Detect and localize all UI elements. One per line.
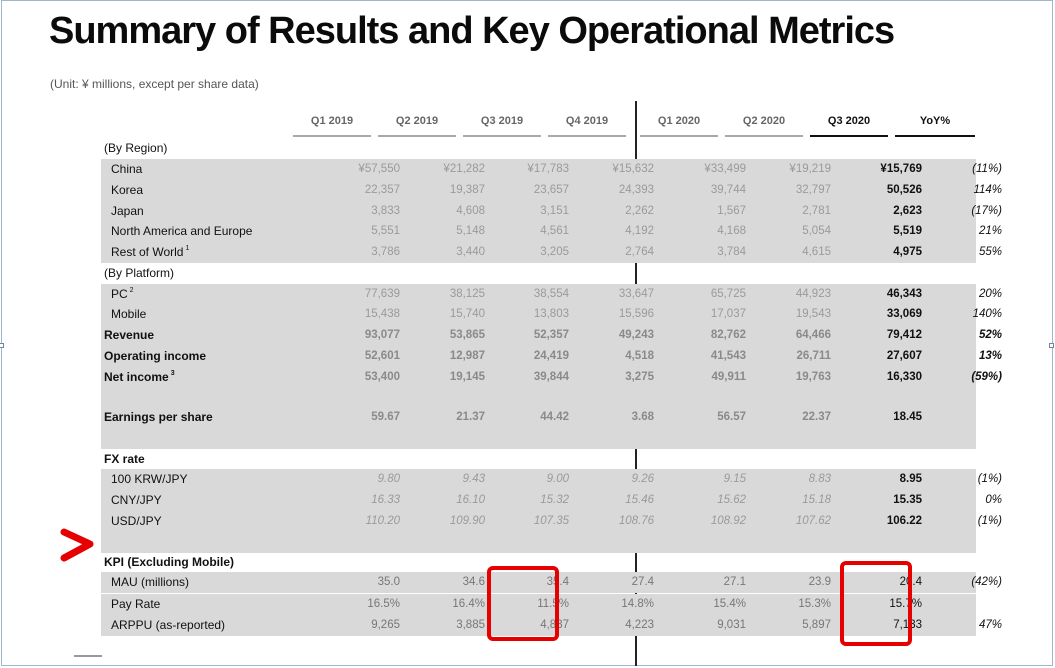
table-row	[101, 325, 1002, 346]
table-cell: 55%	[978, 246, 1002, 258]
table-row	[101, 138, 976, 159]
table-cell: ¥15,632	[612, 163, 654, 175]
table-cell: 19,145	[449, 371, 485, 383]
table-row	[101, 532, 976, 553]
column-header: Q3 2019	[463, 113, 541, 137]
table-cell: 4,615	[802, 246, 831, 258]
table-cell: 33,069	[886, 308, 922, 320]
table-cell: 47%	[978, 619, 1002, 631]
table-cell: 3,440	[456, 246, 485, 258]
table-cell: 9.00	[546, 473, 569, 485]
table-cell: 4,608	[456, 205, 485, 217]
table-cell: 108.92	[710, 515, 746, 527]
table-cell: 9.80	[377, 473, 400, 485]
table-cell: (59%)	[971, 371, 1002, 383]
row-label: FX rate	[104, 452, 145, 466]
table-cell: 27,607	[886, 350, 922, 362]
table-cell: 22.37	[802, 411, 831, 423]
table-cell: 3,786	[371, 246, 400, 258]
table-cell: 5,054	[802, 225, 831, 237]
table-row	[101, 221, 1002, 242]
table-cell: 16.33	[371, 494, 400, 506]
row-label: (By Platform)	[104, 266, 175, 280]
table-cell: 109.90	[449, 515, 485, 527]
row-label: Korea	[111, 183, 144, 197]
footnote-divider	[74, 655, 102, 657]
table-cell: 32,797	[795, 184, 831, 196]
table-cell: 1,567	[717, 205, 746, 217]
table-cell: 15.3%	[798, 598, 831, 610]
column-header: Q1 2020	[640, 113, 718, 137]
table-cell: 5,148	[456, 225, 485, 237]
table-cell: 18.45	[893, 411, 922, 423]
table-cell: 64,466	[795, 329, 831, 341]
table-cell: (11%)	[972, 163, 1002, 175]
table-row	[101, 469, 1002, 490]
table-cell: 3,151	[540, 205, 569, 217]
table-cell: 59.67	[371, 411, 400, 423]
footnote-marker: 1	[185, 245, 190, 252]
table-row	[101, 388, 976, 409]
table-cell: 38,554	[533, 288, 569, 300]
table-cell: 82,762	[710, 329, 746, 341]
row-label: PC $^2$	[111, 287, 134, 301]
row-label: Revenue	[104, 328, 155, 342]
table-cell: 52,601	[364, 350, 400, 362]
table-cell: 3,784	[717, 246, 746, 258]
table-cell: 2,764	[625, 246, 654, 258]
column-header: YoY%	[895, 113, 975, 137]
table-cell: 16.4%	[452, 598, 485, 610]
table-cell: 52%	[978, 329, 1002, 341]
table-row	[101, 180, 1002, 201]
table-cell: ¥15,769	[880, 163, 922, 175]
table-cell: 9.43	[462, 473, 485, 485]
row-label: 100 KRW/JPY	[111, 472, 188, 486]
row-label: MAU (millions)	[111, 575, 189, 589]
table-cell: 26,711	[796, 350, 831, 362]
page-title: Summary of Results and Key Operational Metrics	[49, 10, 895, 52]
row-label: Mobile	[111, 307, 147, 321]
table-cell: 27.1	[723, 576, 746, 588]
table-row	[101, 284, 1002, 305]
table-cell: 108.76	[618, 515, 654, 527]
row-label: USD/JPY	[111, 514, 162, 528]
table-row	[101, 407, 976, 428]
column-header: Q4 2019	[548, 113, 626, 137]
table-cell: 49,911	[711, 371, 746, 383]
table-row	[101, 346, 1002, 367]
table-cell: 8.95	[899, 473, 922, 485]
table-cell: 107.62	[795, 515, 831, 527]
table-cell: 12,987	[449, 350, 485, 362]
table-cell: 65,725	[710, 288, 746, 300]
table-row	[101, 367, 1002, 388]
table-cell: 79,412	[886, 329, 922, 341]
column-header: Q1 2019	[293, 113, 371, 137]
table-row	[101, 490, 1002, 511]
table-cell: 8.83	[808, 473, 831, 485]
table-cell: 4,192	[625, 225, 654, 237]
row-label: Net income $^3$	[104, 370, 175, 384]
resize-handle-left[interactable]	[0, 343, 4, 348]
table-cell: 2,781	[802, 205, 831, 217]
table-cell: 4,975	[893, 246, 922, 258]
table-cell: 15.46	[625, 494, 654, 506]
table-cell: 11.5%	[537, 598, 569, 610]
table-cell: 9,265	[371, 619, 400, 631]
table-cell: 33,647	[618, 288, 654, 300]
table-cell: 52,357	[533, 329, 569, 341]
table-cell: 15,438	[364, 308, 400, 320]
table-cell: 106.22	[886, 515, 922, 527]
table-cell: 19,387	[449, 184, 485, 196]
table-cell: 4,837	[540, 619, 569, 631]
table-cell: 7,133	[893, 619, 922, 631]
table-cell: 15.62	[717, 494, 746, 506]
table-cell: 39,744	[710, 184, 746, 196]
table-cell: (17%)	[971, 205, 1002, 217]
unit-note: (Unit: ¥ millions, except per share data)	[50, 77, 259, 91]
table-cell: ¥19,219	[789, 163, 831, 175]
row-label: (By Region)	[104, 141, 168, 155]
row-label: Earnings per share	[104, 410, 213, 424]
table-cell: 107.35	[533, 515, 569, 527]
table-cell: 35.4	[546, 576, 569, 588]
table-cell: 114%	[973, 184, 1002, 196]
table-cell: 27.4	[631, 576, 654, 588]
table-row	[101, 304, 1002, 325]
row-label: Japan	[111, 204, 144, 218]
table-cell: 9.15	[723, 473, 746, 485]
red-arrow-icon	[60, 528, 108, 564]
table-cell: 93,077	[364, 329, 400, 341]
table-cell: 56.57	[717, 411, 746, 423]
column-header: Q3 2020	[810, 113, 888, 137]
table-cell: 9,031	[717, 619, 746, 631]
table-cell: 2,262	[625, 205, 654, 217]
table-cell: 15.18	[802, 494, 831, 506]
table-cell: 34.6	[462, 576, 485, 588]
table-cell: 15,740	[449, 308, 485, 320]
table-cell: 16.10	[456, 494, 485, 506]
table-cell: 15.35	[893, 494, 922, 506]
table-row	[101, 428, 976, 449]
table-cell: 53,400	[364, 371, 400, 383]
table-cell: 21.37	[456, 411, 485, 423]
table-cell: 5,551	[371, 225, 400, 237]
table-cell: 44,923	[795, 288, 831, 300]
table-cell: 20%	[978, 288, 1002, 300]
table-cell: 3,885	[456, 619, 485, 631]
table-row	[101, 449, 976, 470]
highlight-box-q3-2020	[840, 561, 912, 646]
table-cell: 41,543	[710, 350, 746, 362]
table-cell: 5,897	[802, 619, 831, 631]
highlight-box-q3-2019	[487, 566, 559, 641]
table-cell: 140%	[972, 308, 1002, 320]
table-cell: 24,419	[533, 350, 569, 362]
table-cell: 22,357	[364, 184, 400, 196]
table-cell: 15.32	[540, 494, 569, 506]
table-cell: 3,205	[540, 246, 569, 258]
table-cell: 3.68	[631, 411, 654, 423]
row-label: ARPPU (as-reported)	[111, 618, 226, 632]
table-cell: 20.4	[899, 576, 922, 588]
table-cell: 2,623	[893, 205, 922, 217]
table-cell: 110.20	[365, 515, 400, 527]
row-label: Pay Rate	[111, 597, 161, 611]
table-cell: 39,844	[533, 371, 569, 383]
table-cell: 38,125	[449, 288, 485, 300]
table-cell: 4,561	[540, 225, 569, 237]
table-row	[101, 511, 1002, 532]
row-label: KPI (Excluding Mobile)	[104, 555, 235, 569]
table-cell: 46,343	[886, 288, 922, 300]
table-cell: 50,526	[886, 184, 922, 196]
table-row	[101, 159, 1002, 180]
column-header: Q2 2019	[378, 113, 456, 137]
table-row	[101, 263, 976, 284]
table-cell: 19,543	[795, 308, 831, 320]
table-cell: 9.26	[631, 473, 654, 485]
resize-handle-right[interactable]	[1049, 343, 1054, 348]
table-cell: 13%	[978, 350, 1002, 362]
table-cell: 4,168	[717, 225, 746, 237]
table-row	[101, 242, 1002, 263]
table-cell: 49,243	[618, 329, 654, 341]
table-cell: 21%	[978, 225, 1002, 237]
footnote-marker: 2	[129, 287, 134, 294]
table-cell: (1%)	[977, 473, 1002, 485]
row-label: CNY/JPY	[111, 493, 162, 507]
table-cell: 14.8%	[621, 598, 654, 610]
row-label: North America and Europe	[111, 224, 253, 238]
table-cell: 0%	[985, 494, 1002, 506]
column-header: Q2 2020	[725, 113, 803, 137]
row-label: China	[111, 162, 143, 176]
table-cell: ¥21,282	[443, 163, 485, 175]
table-cell: 4,518	[625, 350, 654, 362]
row-label: Operating income	[104, 349, 207, 363]
table-cell: 23.9	[808, 576, 831, 588]
table-cell: 5,519	[893, 225, 922, 237]
table-cell: 77,639	[364, 288, 400, 300]
table-cell: 44.42	[540, 411, 569, 423]
table-cell: 15,596	[618, 308, 654, 320]
table-cell: 53,865	[449, 329, 485, 341]
table-cell: 24,393	[618, 184, 654, 196]
table-cell: ¥17,783	[527, 163, 569, 175]
table-cell: 4,223	[625, 619, 654, 631]
table-row	[101, 201, 1002, 222]
table-cell: 3,275	[625, 371, 654, 383]
table-cell: 17,037	[710, 308, 746, 320]
table-cell: 19,763	[795, 371, 831, 383]
table-cell: ¥57,550	[358, 163, 400, 175]
table-cell: 16,330	[886, 371, 922, 383]
footnote-marker: 3	[170, 370, 175, 377]
table-cell: 13,803	[533, 308, 569, 320]
row-label: Rest of World $^1$	[111, 245, 190, 259]
table-cell: 35.0	[377, 576, 400, 588]
table-cell: (1%)	[977, 515, 1002, 527]
table-cell: 15.7%	[889, 598, 922, 610]
table-cell: (42%)	[971, 576, 1002, 588]
table-cell: 16.5%	[367, 598, 400, 610]
table-cell: 23,657	[533, 184, 569, 196]
table-cell: 3,833	[371, 205, 400, 217]
table-cell: ¥33,499	[704, 163, 746, 175]
table-cell: 15.4%	[713, 598, 746, 610]
